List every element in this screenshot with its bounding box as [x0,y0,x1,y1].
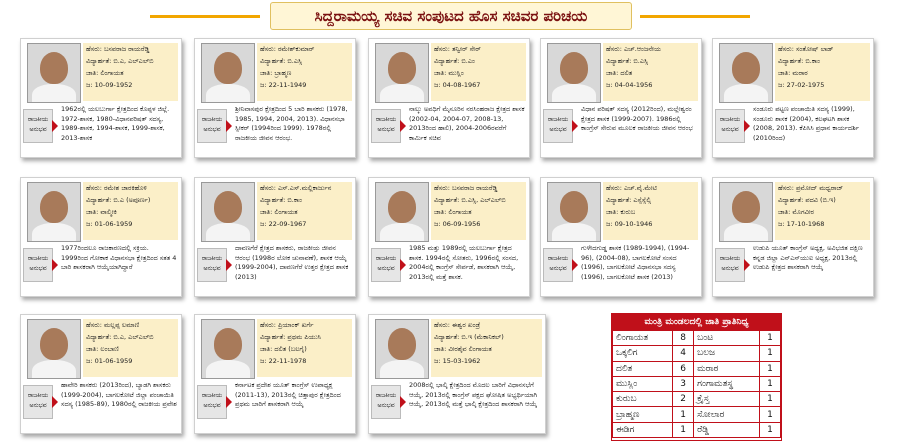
minister-dob: ಜ: 04-04-1956 [606,81,653,89]
minister-dob: ಜ: 06-09-1956 [434,220,481,228]
minister-photo [375,43,429,103]
caste-name: ಬಂಟ [694,331,760,346]
caste-count: 6 [673,361,694,376]
minister-dob: ಜ: 01-06-1959 [86,220,133,228]
caste-count: 1 [760,407,781,422]
title-rule-right [640,15,750,18]
minister-education: ವಿದ್ಯಾರ್ಹತೆ: ಬಿ.ಕಾಂ [778,57,820,65]
caste-name: ಕುರುಬ [613,392,673,407]
minister-photo [547,43,601,103]
experience-label: ರಾಜಕೀಯ ಅನುಭವ [543,109,573,143]
minister-photo [201,182,255,242]
page-title: ಸಿದ್ದರಾಮಯ್ಯ ಸಚಿವ ಸಂಪುಟದ ಹೊಸ ಸಚಿವರ ಪರಿಚಯ [270,2,632,30]
caste-table [612,330,781,438]
minister-experience: 1985 ಮತ್ತು 1989ರಲ್ಲಿ ಯಲಬುರ್ಗಾ ಕ್ಷೇತ್ರದ ಶಾಸಕ. 1994ರಲ್ಲಿ ಸೋತರು, 1996ರಲ್ಲಿ ಸಂಸದ, 2004ರಲ್ಲಿ ಕಾಂಗ್ರೆಸ್ ಸೇರ್ಪಡೆ, ಶಾಸಕರಾಗಿ ಆಯ್ಕೆ, 2013ರಲ್ಲಿ ಮತ್ತೆ ಶಾಸಕ. [409,244,519,281]
minister-card [20,314,182,434]
minister-experience: ಉಡುಪಿ ಯೂತ್ ಕಾಂಗ್ರೆಸ್ ಅಧ್ಯಕ್ಷ, ಅವಿಭಜಿತ ದಕ್ಷಿಣ ಕನ್ನಡ ಜಿಲ್ಲಾ ಎನ್‌ಎಸ್‌ಯುಐ ಅಧ್ಯಕ್ಷ, 2013ರಲ್ಲಿ ಉಡುಪಿ ಕ್ಷೇತ್ರದ ಶಾಸಕರಾಗಿ ಆಯ್ಕೆ [753,244,863,271]
minister-experience: ನಾಲ್ಕು ಅವಧಿಗೆ ಮೈಸೂರಿನ ನರಸಿಂಹರಾಜ ಕ್ಷೇತ್ರದ ಶಾಸಕ (2002-04, 2004-07, 2008-13, 2013ರಿಂದ ಹಾಲಿ), 2004-2006ರವರೆಗೆ ಕಾರ್ಮಿಕ ಸಚಿವ [409,105,525,142]
table-row [613,331,781,346]
minister-card [194,38,356,158]
caste-count: 1 [760,331,781,346]
caste-count: 1 [673,407,694,422]
minister-details [603,43,698,101]
minister-dob: ಜ: 22-11-1978 [260,357,307,365]
minister-education: ವಿದ್ಯಾರ್ಹತೆ: ಬಿ.ಎ, ಎಲ್‌ಎಲ್‌ಬಿ [86,57,154,65]
minister-card [712,38,874,158]
caste-count: 4 [673,346,694,361]
minister-name: ಹೆಸರು: ತನ್ವೀರ್ ಸೇಠ್ [434,45,481,53]
minister-dob: ಜ: 09-10-1946 [606,220,653,228]
minister-details [431,43,526,101]
minister-experience: ಶ್ರೀನಿವಾಸಪುರ ಕ್ಷೇತ್ರದಿಂದ 5 ಬಾರಿ ಶಾಸಕರು (1978, 1985, 1994, 2004, 2013). ವಿಧಾನಸಭಾ ಸ್ಪೀಕರ್ (1994ರಿಂದ 1999). 1978ರಲ್ಲಿ ರಾಜಕೀಯ ಜೀವನ ಆರಂಭ. [235,105,348,142]
experience-label: ರಾಜಕೀಯ ಅನುಭವ [197,109,227,143]
minister-experience: ಕರ್ನಾಟಕ ಪ್ರದೇಶ ಯೂತ್ ಕಾಂಗ್ರೆಸ್ ಉಪಾಧ್ಯಕ್ಷ (2011-13), 2013ರಲ್ಲಿ ಚಿತ್ತಾಪುರ ಕ್ಷೇತ್ರದಿಂದ ಪ್ರಥಮ ಬಾರಿಗೆ ಶಾಸಕರಾಗಿ ಆಯ್ಕೆ [235,381,341,408]
minister-photo [201,43,255,103]
minister-caste: ಜಾತಿ: ಮುಸ್ಲಿಂ [434,69,464,77]
minister-card [540,38,702,158]
minister-experience: ವಿಧಾನ ಪರಿಷತ್ ಸದಸ್ಯ (2012ರಿಂದ), ಮಲ್ಲೇಶ್ವರಂ ಕ್ಷೇತ್ರದ ಶಾಸಕ (1999-2007). 1986ರಲ್ಲಿ ಕಾಂಗ್ರೆಸ್ ಸೇರುವ ಮೂಲಕ ರಾಜಕೀಯ ಜೀವನ ಆರಂಭ [581,105,693,132]
caste-name: ಬ್ರಾಹ್ಮಣ [613,407,673,422]
caste-count: 8 [673,331,694,346]
table-row [613,422,781,437]
minister-name: ಹೆಸರು: ಈಶ್ವರ ಖಂಡ್ರೆ [434,321,481,329]
minister-caste: ಜಾತಿ: ದಲಿತ (ಬಲಗೈ) [260,345,307,353]
caste-name: ಕ್ರೈಸ್ತ [694,392,760,407]
minister-photo [375,182,429,242]
caste-name: ಮುಸ್ಲಿಂ [613,376,673,391]
minister-card [368,177,530,297]
experience-label: ರಾಜಕೀಯ ಅನುಭವ [197,248,227,282]
experience-label: ರಾಜಕೀಯ ಅನುಭವ [715,109,745,143]
caste-name: ಈಡಿಗ [613,422,673,437]
experience-label: ರಾಜಕೀಯ ಅನುಭವ [371,248,401,282]
minister-experience: 1962ರಲ್ಲಿ ಯಲಬುರ್ಗಾ ಕ್ಷೇತ್ರದಿಂದ ಕೊಪ್ಪಳ ಜಿಲ್ಲೆ. 1972-ಶಾಸಕ, 1980-ವಿಧಾನಪರಿಷತ್ ಸದಸ್ಯ, 1989-ಶಾಸಕ, 1994-ಶಾಸಕ, 1999-ಶಾಸಕ, 2013-ಶಾಸಕ [61,105,170,142]
experience-label: ರಾಜಕೀಯ ಅನುಭವ [197,385,227,419]
minister-photo [375,319,429,379]
minister-photo [719,43,773,103]
minister-education: ವಿದ್ಯಾರ್ಹತೆ: ಎಸ್ಸೆಸ್ಸೆಲ್ಸಿ [606,196,652,204]
caste-count: 1 [760,392,781,407]
minister-name: ಹೆಸರು: ಎಚ್.ವೈ.ಮೇಟಿ [606,184,657,192]
caste-name: ಗಂಗಾಮತಸ್ಥ [694,376,760,391]
minister-experience: 1977ರಿಂದಲೂ ರಾಜಕಾರಣದಲ್ಲಿ ಸಕ್ರಿಯ. 1999ರಿಂದ ಗೋಕಾಕ ವಿಧಾನಸಭಾ ಕ್ಷೇತ್ರದಿಂದ ಸತತ 4 ಬಾರಿ ಶಾಸಕರಾಗಿ ಆಯ್ಕೆಯಾಗಿದ್ದಾರೆ [61,244,177,271]
minister-caste: ಜಾತಿ: ಲಿಂಗಾಯತ [86,69,124,77]
minister-photo [547,182,601,242]
minister-caste: ಜಾತಿ: ಬ್ರಾಹ್ಮಣ [260,69,292,77]
caste-name: ಲಿಂಗಾಯತ [613,331,673,346]
table-row [613,392,781,407]
experience-label: ರಾಜಕೀಯ ಅನುಭವ [23,248,53,282]
minister-experience: ಹಾವೇರಿ ಶಾಸಕರು (2013ರಿಂದ), ಬ್ಯಾಡಗಿ ಶಾಸಕರು (1999-2004), ಬಾಗಲಕೋಟೆ ಜಿಲ್ಲಾ ಪಂಚಾಯಿತಿ ಸದಸ್ಯ (1985-89), 1980ರಲ್ಲಿ ರಾಜಕೀಯ ಪ್ರವೇಶ [61,381,177,408]
experience-label: ರಾಜಕೀಯ ಅನುಭವ [371,109,401,143]
caste-name: ಬಲಜ [694,346,760,361]
minister-dob: ಜ: 15-03-1962 [434,357,481,365]
minister-education: ವಿದ್ಯಾರ್ಹತೆ: ಬಿ.ಎಸ್ಸಿ, ಎಲ್‌ಎಲ್‌ಬಿ [434,196,506,204]
minister-name: ಹೆಸರು: ಪ್ರಿಯಾಂಕ್ ಖರ್ಗೆ [260,321,314,329]
minister-card [20,177,182,297]
minister-caste: ಜಾತಿ: ವಾಲ್ಮೀಕಿ [86,208,117,216]
minister-caste: ಜಾತಿ: ಲಿಂಗಾಯತ [434,208,472,216]
minister-details [431,319,542,377]
caste-count: 3 [673,376,694,391]
title-rule-left [150,15,260,18]
minister-caste: ಜಾತಿ: ಲಂಬಾಣಿ [86,345,119,353]
minister-education: ವಿದ್ಯಾರ್ಹತೆ: ಬಿ.ಎಂ [434,57,475,65]
minister-caste: ಜಾತಿ: ಮೊಗವೀರ [778,208,814,216]
caste-name: ರೆಡ್ಡಿ [694,422,760,437]
minister-experience: 2008ರಲ್ಲಿ ಭಾಲ್ಕಿ ಕ್ಷೇತ್ರದಿಂದ ಮೊದಲ ಬಾರಿಗೆ ವಿಧಾನಸಭೆಗೆ ಆಯ್ಕೆ, 2013ರಲ್ಲಿ ಕಾಂಗ್ರೆಸ್ ಪಕ್ಷದ ಘೋಷಿತ ಅಭ್ಯರ್ಥಿಯಾಗಿ ಆಯ್ಕೆ, 2013ರಲ್ಲಿ ಮತ್ತೆ ಭಾಲ್ಕಿ ಕ್ಷೇತ್ರದಿಂದ ಶಾಸಕರಾಗಿ ಆಯ್ಕೆ [409,381,538,408]
minister-card [368,38,530,158]
minister-name: ಹೆಸರು: ಸಂತೋಷ್ ಲಾಡ್ [778,45,834,53]
caste-count: 1 [760,361,781,376]
experience-label: ರಾಜಕೀಯ ಅನುಭವ [23,385,53,419]
minister-name: ಹೆಸರು: ಬಸವರಾಜ ರಾಯರೆಡ್ಡಿ [434,184,498,192]
title-bar [0,0,900,32]
caste-name: ಒಕ್ಕಲಿಗ [613,346,673,361]
minister-photo [201,319,255,379]
minister-details [83,182,178,240]
minister-photo [719,182,773,242]
minister-name: ಹೆಸರು: ಮಲ್ಲಪ್ಪ ಲಮಾಣಿ [86,321,140,329]
experience-label: ರಾಜಕೀಯ ಅನುಭವ [371,385,401,419]
minister-dob: ಜ: 22-09-1967 [260,220,307,228]
minister-experience: ಗುಳೇದಗುಡ್ಡ ಶಾಸಕ (1989-1994), (1994-96), (2004-08), ಬಾಗಲಕೋಟೆ ಸಂಸದ (1996), ಬಾಗಲಕೋಟೆ ವಿಧಾನಸಭಾ ಸದಸ್ಯ (1996), ಬಾಗಲಕೋಟೆ ಶಾಸಕ (2013) [581,244,690,281]
caste-count: 1 [673,422,694,437]
caste-table-title: ಮಂತ್ರಿ ಮಂಡಲದಲ್ಲಿ ಜಾತಿ ಪ್ರಾತಿನಿಧ್ಯ [612,314,781,330]
minister-caste: ಜಾತಿ: ಮರಾಠ [778,69,808,77]
minister-details [83,43,178,101]
minister-caste: ಜಾತಿ: ಲಿಂಗಾಯತ [260,208,298,216]
minister-details [257,182,352,240]
minister-details [603,182,698,240]
minister-education: ವಿದ್ಯಾರ್ಹತೆ: ಬಿ.ಎಸ್ಸಿ [606,57,649,65]
caste-count: 1 [760,422,781,437]
minister-details [257,43,352,101]
caste-count: 1 [760,346,781,361]
minister-dob: ಜ: 01-06-1959 [86,357,133,365]
minister-name: ಹೆಸರು: ಎಸ್.ಎಸ್.ಮಲ್ಲಿಕಾರ್ಜುನ [260,184,332,192]
table-row [613,376,781,391]
minister-education: ವಿದ್ಯಾರ್ಹತೆ: ಬಿ.ಕಾಂ [260,196,302,204]
minister-experience: ದಾವಣಗೆರೆ ಕ್ಷೇತ್ರದ ಶಾಸಕರು, ರಾಜಕೀಯ ಜೀವನ ಆರಂಭ (1998ರ ಲೋಕ ಚುನಾವಣೆ), ಶಾಸಕ ಆಯ್ಕೆ (1999-2004), ದಾವಣಗೆರೆ ಉತ್ತರ ಕ್ಷೇತ್ರದ ಶಾಸಕ (2013) [235,244,349,281]
caste-name: ಸೋಲಾರ [694,407,760,422]
minister-card [20,38,182,158]
minister-card [194,314,356,434]
minister-card [368,314,546,434]
minister-education: ವಿದ್ಯಾರ್ಹತೆ: ಬಿ.ಎ, ಎಲ್‌ಎಲ್‌ಬಿ [86,333,154,341]
caste-name: ಮರಾಠ [694,361,760,376]
minister-education: ವಿದ್ಯಾರ್ಹತೆ: ಬಿ.ಎ (ಅಪೂರ್ಣ) [86,196,151,204]
experience-label: ರಾಜಕೀಯ ಅನುಭವ [543,248,573,282]
minister-name: ಹೆಸರು: ಎಚ್.ಆಂಜನೇಯ [606,45,662,53]
minister-dob: ಜ: 04-08-1967 [434,81,481,89]
minister-name: ಹೆಸರು: ಬಸವರಾಜ ರಾಯರೆಡ್ಡಿ [86,45,150,53]
minister-education: ವಿದ್ಯಾರ್ಹತೆ: ಬಿ.ಇ (ಮೆಕಾನಿಕಲ್) [434,333,504,341]
minister-caste: ಜಾತಿ: ಕುರುಬ [606,208,636,216]
minister-dob: ಜ: 27-02-1975 [778,81,825,89]
caste-name: ದಲಿತ [613,361,673,376]
minister-dob: ಜ: 17-10-1968 [778,220,825,228]
table-row [613,361,781,376]
caste-representation-box [611,313,782,441]
minister-photo [27,319,81,379]
minister-photo [27,182,81,242]
minister-education: ವಿದ್ಯಾರ್ಹತೆ: ಬಿ.ಎಸ್ಸಿ [260,57,303,65]
minister-card [540,177,702,297]
table-row [613,407,781,422]
minister-caste: ಜಾತಿ: ವೀರಶೈವ ಲಿಂಗಾಯತ [434,345,492,353]
minister-education: ವಿದ್ಯಾರ್ಹತೆ: ಪ್ರಥಮ ಪಿಯುಸಿ [260,333,321,341]
minister-name: ಹೆಸರು: ಪ್ರಮೋದ್ ಮಧ್ವರಾಜ್ [778,184,844,192]
minister-photo [27,43,81,103]
table-row [613,346,781,361]
minister-caste: ಜಾತಿ: ದಲಿತ [606,69,633,77]
minister-card [712,177,874,297]
minister-details [257,319,352,377]
caste-count: 2 [673,392,694,407]
experience-label: ರಾಜಕೀಯ ಅನುಭವ [715,248,745,282]
minister-education: ವಿದ್ಯಾರ್ಹತೆ: ಪದವಿ (ಬಿ.ಇ) [778,196,836,204]
minister-details [775,182,870,240]
minister-name: ಹೆಸರು: ರಮೇಶ ಜಾರಕಿಹೊಳಿ [86,184,147,192]
minister-card [194,177,356,297]
minister-details [83,319,178,377]
minister-details [431,182,526,240]
minister-dob: ಜ: 22-11-1949 [260,81,307,89]
experience-label: ರಾಜಕೀಯ ಅನುಭವ [23,109,53,143]
minister-experience: ಸಂಡೂರು ಪಟ್ಟಣ ಪಂಚಾಯಿತಿ ಸದಸ್ಯ (1999), ಸಂಡೂರು ಶಾಸಕ (2004), ಕಲಘಟಗಿ ಶಾಸಕ (2008, 2013). ಕೆಪಿಸಿಸಿ ಪ್ರಧಾನ ಕಾರ್ಯದರ್ಶಿ (2010ರಿಂದ) [753,105,860,142]
minister-dob: ಜ: 10-09-1952 [86,81,133,89]
caste-count: 1 [760,376,781,391]
minister-name: ಹೆಸರು: ರಮೇಶ್‌ಕುಮಾರ್ [260,45,315,53]
minister-details [775,43,870,101]
